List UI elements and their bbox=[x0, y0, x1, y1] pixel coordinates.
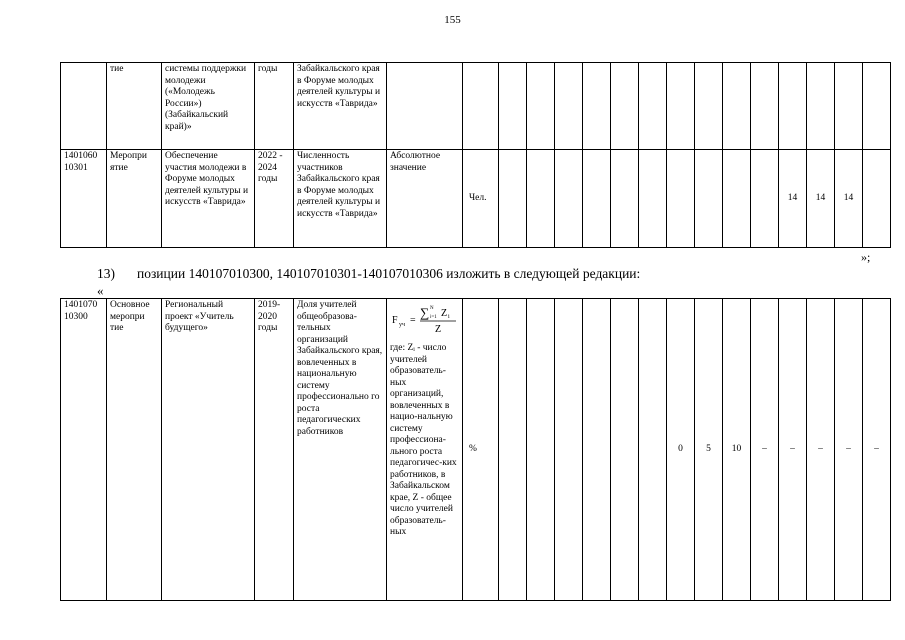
cell-value bbox=[527, 299, 555, 601]
cell-name: Обеспечение участия молодежи в Форуме молодых деятелей культуры и искусств «Таврида» bbox=[162, 150, 255, 248]
sum-symbol: ∑ bbox=[420, 305, 430, 320]
cell-value bbox=[499, 299, 527, 601]
cell-value bbox=[555, 299, 583, 601]
cell-method bbox=[387, 299, 463, 601]
cell-value: 0 bbox=[667, 299, 695, 601]
formula-numerator-var: Z bbox=[441, 308, 448, 319]
table-row bbox=[61, 150, 891, 248]
cell-value bbox=[863, 150, 891, 248]
cell-value bbox=[611, 150, 639, 248]
cell-period: годы bbox=[255, 63, 294, 150]
cell-method bbox=[387, 63, 463, 150]
cell-value bbox=[639, 63, 667, 150]
cell-value bbox=[499, 150, 527, 248]
bottom-indicator-table bbox=[60, 298, 891, 601]
cell-value: – bbox=[807, 299, 835, 601]
cell-value bbox=[639, 299, 667, 601]
cell-value bbox=[723, 63, 751, 150]
formula-sum-lower: i=1 bbox=[430, 315, 437, 320]
cell-method: Абсолютное значение bbox=[387, 150, 463, 248]
cell-value bbox=[555, 150, 583, 248]
instruction-text: позиции 140107010300, 140107010301-140107010306 изложить в следующей редакции: bbox=[137, 266, 641, 281]
cell-value: – bbox=[835, 299, 863, 601]
cell-value bbox=[583, 150, 611, 248]
cell-value bbox=[835, 63, 863, 150]
cell-indicator: Численность участников Забайкальского края в Форуме молодых деятелей культуры и искусств «Таврида» bbox=[294, 150, 387, 248]
cell-value bbox=[611, 299, 639, 601]
cell-value bbox=[527, 63, 555, 150]
table-row bbox=[61, 63, 891, 150]
cell-unit: Чел. bbox=[463, 150, 499, 248]
cell-value bbox=[639, 150, 667, 248]
cell-code bbox=[61, 63, 107, 150]
cell-name: системы поддержки молодежи («Молодежь России») (Забайкальский край)» bbox=[162, 63, 255, 150]
cell-period: 2019-2020 годы bbox=[255, 299, 294, 601]
cell-unit: % bbox=[463, 299, 499, 601]
cell-value bbox=[751, 63, 779, 150]
formula-lhs-sub: уч bbox=[399, 322, 406, 328]
instruction-item-number: 13) bbox=[97, 266, 115, 281]
cell-value bbox=[723, 150, 751, 248]
cell-value bbox=[695, 150, 723, 248]
formula-image bbox=[390, 303, 462, 337]
cell-indicator: Забайкальского края в Форуме молодых деятелей культуры и искусств «Таврида» bbox=[294, 63, 387, 150]
cell-period: 2022 - 2024 годы bbox=[255, 150, 294, 248]
cell-value bbox=[751, 150, 779, 248]
cell-value bbox=[527, 150, 555, 248]
cell-unit bbox=[463, 63, 499, 150]
cell-code: 1401060 10301 bbox=[61, 150, 107, 248]
table-row bbox=[61, 299, 891, 601]
cell-value bbox=[667, 63, 695, 150]
cell-value bbox=[611, 63, 639, 150]
cell-value: 14 bbox=[779, 150, 807, 248]
cell-value: 14 bbox=[835, 150, 863, 248]
cell-value: – bbox=[863, 299, 891, 601]
method-description: где: Zᵢ - число учителей образователь-ных организаций, вовлеченных в нацио-нальную систему профессиона-льного роста педагогичес-ких работников, в Забайкальском крае, Z - общее число учителей образователь-ных bbox=[390, 343, 457, 537]
cell-value: 10 bbox=[723, 299, 751, 601]
cell-value: – bbox=[779, 299, 807, 601]
cell-value bbox=[863, 63, 891, 150]
cell-value bbox=[779, 63, 807, 150]
cell-value bbox=[499, 63, 527, 150]
amendment-instruction bbox=[97, 266, 640, 282]
cell-value: 14 bbox=[807, 150, 835, 248]
formula-numerator-sub: i bbox=[448, 314, 450, 320]
svg-text:=: = bbox=[410, 315, 416, 326]
cell-name: Региональный проект «Учитель будущего» bbox=[162, 299, 255, 601]
cell-indicator: Доля учителей общеобразова-тельных организаций Забайкальского края, вовлеченных в национальную систему профессионально го роста педагогических работников bbox=[294, 299, 387, 601]
formula-denominator: Z bbox=[435, 324, 442, 335]
formula-sum-upper: N bbox=[430, 306, 434, 311]
cell-value bbox=[667, 150, 695, 248]
page-number: 155 bbox=[444, 14, 461, 26]
cell-value bbox=[695, 63, 723, 150]
cell-type: тие bbox=[107, 63, 162, 150]
cell-value bbox=[807, 63, 835, 150]
cell-type: Основное меропри тие bbox=[107, 299, 162, 601]
cell-type: Меропри ятие bbox=[107, 150, 162, 248]
cell-code: 1401070 10300 bbox=[61, 299, 107, 601]
top-indicator-table bbox=[60, 62, 891, 248]
cell-value bbox=[555, 63, 583, 150]
cell-value: 5 bbox=[695, 299, 723, 601]
formula-lhs: F bbox=[392, 315, 398, 326]
cell-value bbox=[583, 63, 611, 150]
cell-value bbox=[583, 299, 611, 601]
closing-quote-mark: »; bbox=[861, 250, 871, 264]
opening-quote-mark: « bbox=[97, 283, 104, 298]
cell-value: – bbox=[751, 299, 779, 601]
